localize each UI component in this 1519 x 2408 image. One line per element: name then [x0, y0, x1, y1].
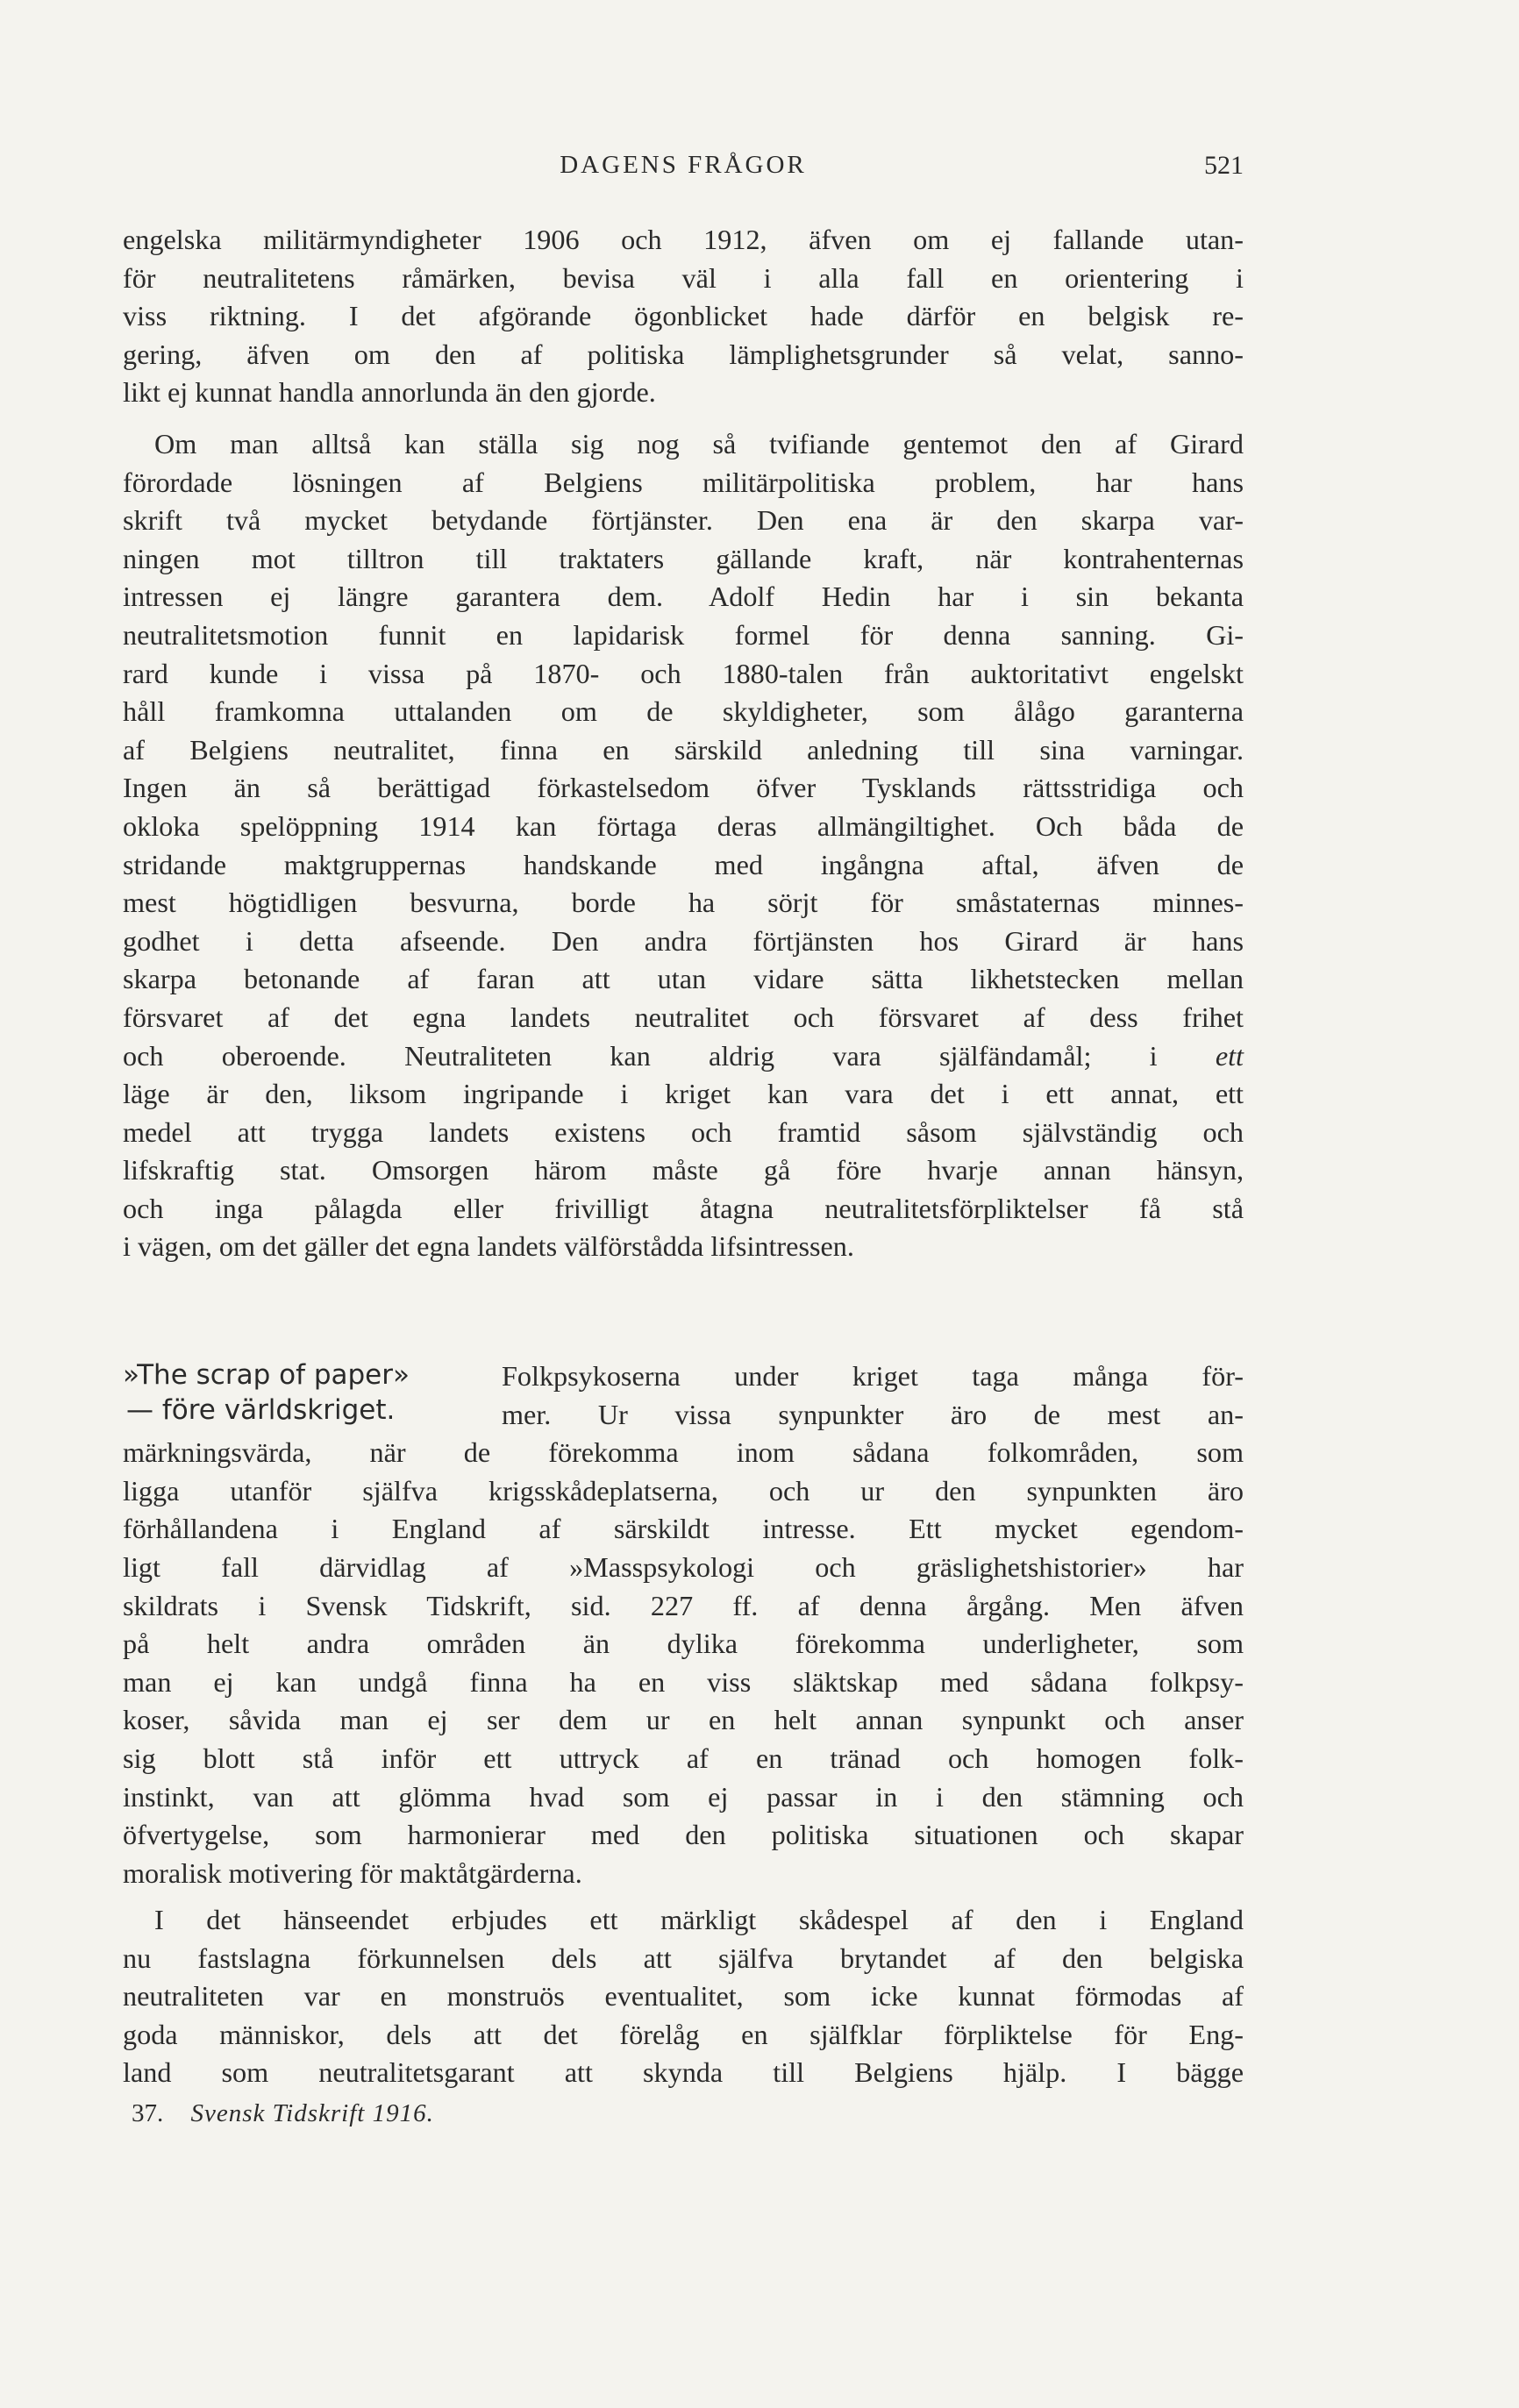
text-line: rard kunde i vissa på 1870- och 1880-talen från auktoritativt engelskt	[123, 657, 1244, 689]
text-line: öfvertygelse, som harmonierar med den politiska situationen och skapar	[123, 1819, 1244, 1851]
text-line: mest högtidligen besvurna, borde ha sörjt för småstaternas minnes-	[123, 887, 1244, 919]
text-line: godhet i detta afseende. Den andra förtjänsten hos Girard är hans	[123, 924, 1244, 957]
text-line: på helt andra områden än dylika förekomma underligheter, som	[123, 1628, 1244, 1660]
text-line: Om man alltså kan ställa sig nog så tvifiande gentemot den af Girard	[154, 428, 1244, 460]
text-line: likt ej kunnat handla annorlunda än den gjorde.	[123, 376, 656, 409]
text-line: instinkt, van att glömma hvad som ej passar in i den stämning och	[123, 1780, 1244, 1813]
paragraph-2	[123, 425, 1244, 1266]
text-line: stridande maktgruppernas handskande med ingångna aftal, äfven de	[123, 848, 1244, 880]
text-line: I det hänseendet erbjudes ett märkligt skådespel af den i England	[154, 1904, 1244, 1935]
text-line: engelska militärmyndigheter 1906 och 1912, äfven om ej fallande utan-	[123, 224, 1244, 255]
text-line: neutralitetsmotion funnit en lapidarisk formel för denna sanning. Gi-	[123, 618, 1244, 651]
text-line: ligt fall därvidlag af »Masspsykologi och gräslighetshistorier» har	[123, 1550, 1244, 1583]
text-line: sig blott stå inför ett uttryck af en tränad och homogen folk-	[123, 1742, 1244, 1774]
text-line: Folkpsykoserna under kriget taga många för-	[502, 1360, 1244, 1392]
text-line: skrift två mycket betydande förtjänster. Den ena är den skarpa var-	[123, 504, 1244, 537]
text-line-with-italic: och oberoende. Neutraliteten kan aldrig vara själfändamål; i ett	[123, 1039, 1244, 1072]
text-line: lifskraftig stat. Omsorgen härom måste gå före hvarje annan hänsyn,	[123, 1154, 1244, 1186]
signature-number: 37.	[132, 2099, 164, 2127]
paragraph-4	[123, 1901, 1244, 2092]
text-line: ligga utanför själfva krigsskådeplatserna, och ur den synpunkten äro	[123, 1474, 1244, 1507]
text-line: medel att trygga landets existens och framtid såsom självständig och	[123, 1115, 1244, 1148]
running-header	[123, 151, 1244, 189]
text-line: goda människor, dels att det förelåg en själfklar förpliktelse för Eng-	[123, 2018, 1244, 2050]
text-line: och inga pålagda eller frivilligt åtagna neutralitetsförpliktelser få stå	[123, 1192, 1244, 1224]
text-line: land som neutralitetsgarant att skynda till Belgiens hjälp. I bägge	[123, 2056, 1244, 2089]
text-line: mer. Ur vissa synpunkter äro de mest an-	[502, 1398, 1244, 1430]
text-line: neutraliteten var en monstruös eventualitet, som icke kunnat förmodas af	[123, 1980, 1244, 2013]
text-line: märkningsvärda, när de förekomma inom sådana folkområden, som	[123, 1436, 1244, 1469]
text-line: skildrats i Svensk Tidskrift, sid. 227 ff. af denna årgång. Men äfven	[123, 1589, 1244, 1621]
text-line: förhållandena i England af särskildt intresse. Ett mycket egendom-	[123, 1513, 1244, 1545]
paragraph-1	[123, 221, 1244, 412]
text-line: intressen ej längre garantera dem. Adolf Hedin har i sin bekanta	[123, 581, 1244, 613]
text-line: i vägen, om det gäller det egna landets välförstådda lifsintressen.	[123, 1230, 854, 1263]
side-heading-line-2: — före världskriget.	[126, 1394, 396, 1426]
italic-emphasis: ett	[1215, 1039, 1244, 1072]
text-line: Ingen än så berättigad förkastelsedom öfver Tysklands rättsstridiga och	[123, 772, 1244, 804]
text-line: man ej kan undgå finna ha en viss släktskap med sådana folkpsy-	[123, 1665, 1244, 1698]
side-heading-line-1: »The scrap of paper»	[123, 1359, 410, 1391]
text-line: okloka spelöppning 1914 kan förtaga deras allmängiltighet. Och båda de	[123, 809, 1244, 842]
text-line: viss riktning. I det afgörande ögonblicket hade därför en belgisk re-	[123, 300, 1244, 332]
text-line: af Belgiens neutralitet, finna en särskild anledning till sina varningar.	[123, 733, 1244, 766]
text-line: nu fastslagna förkunnelsen dels att själfva brytandet af den belgiska	[123, 1941, 1244, 1974]
paragraph-3	[123, 1357, 1244, 1892]
text-line: skarpa betonande af faran att utan vidare sätta likhetstecken mellan	[123, 963, 1244, 995]
text-line: koser, såvida man ej ser dem ur en helt annan synpunkt och anser	[123, 1704, 1244, 1736]
page-number: 521	[1204, 151, 1244, 180]
text-line: läge är den, liksom ingripande i kriget kan vara det i ett annat, ett	[123, 1078, 1244, 1110]
text-line: gering, äfven om den af politiska lämplighetsgrunder så velat, sanno-	[123, 338, 1244, 370]
text-line: moralisk motivering för maktåtgärderna.	[123, 1856, 582, 1889]
text-line: håll framkomna uttalanden om de skyldigheter, som ålågo garanterna	[123, 695, 1244, 728]
text-line: förordade lösningen af Belgiens militärpolitiska problem, har hans	[123, 466, 1244, 498]
page-footer	[132, 2099, 434, 2128]
text-line: för neutralitetens råmärken, bevisa väl i alla fall en orientering i	[123, 261, 1244, 294]
text-line: ningen mot tilltron till traktaters gällande kraft, när kontrahenternas	[123, 542, 1244, 574]
source-reference: Svensk Tidskrift 1916.	[190, 2099, 434, 2127]
running-title: DAGENS FRÅGOR	[560, 151, 807, 179]
text-line: försvaret af det egna landets neutralitet och försvaret af dess frihet	[123, 1001, 1244, 1033]
